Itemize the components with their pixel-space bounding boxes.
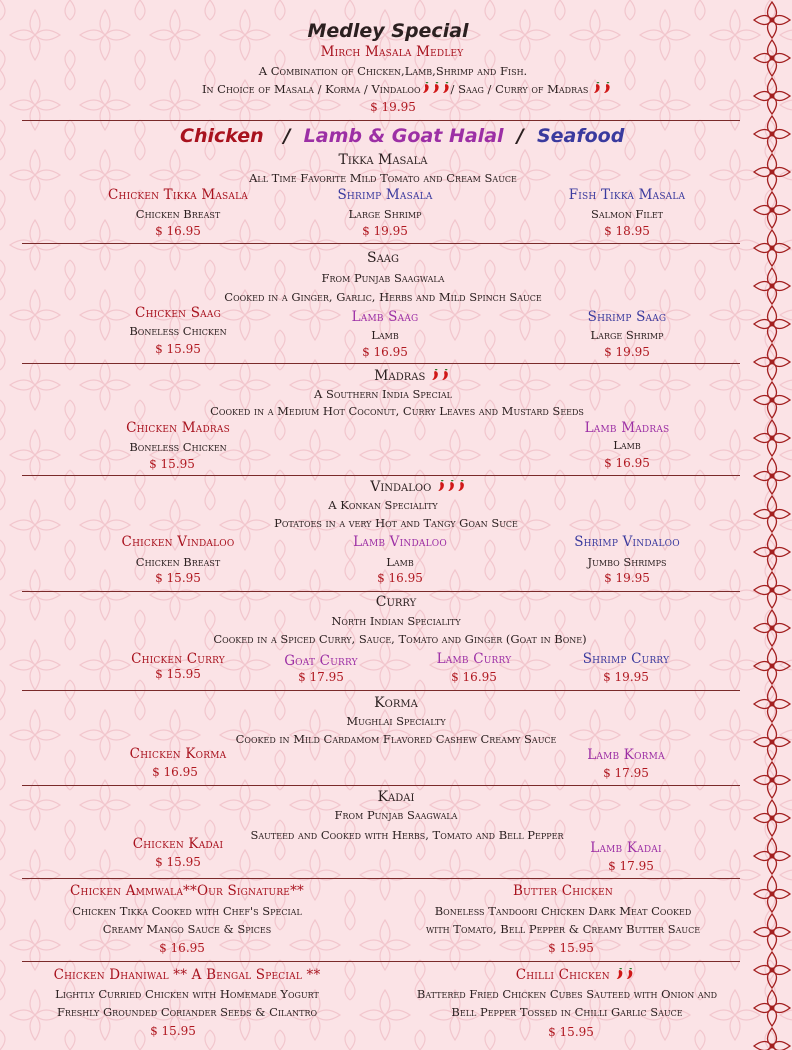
divider — [22, 475, 740, 476]
menu-item-sub: Chicken Breast — [135, 207, 221, 221]
menu-item-price: $ 19.95 — [604, 571, 650, 585]
menu-item-price: $ 16.95 — [159, 941, 205, 955]
banner-lamb-goat: Lamb & Goat Halal — [303, 125, 504, 147]
menu-item-name: Shrimp Curry — [582, 651, 670, 667]
menu-item-price: $ 19.95 — [362, 224, 408, 238]
divider — [22, 961, 740, 962]
korma-origin: Mughlai Specialty — [346, 714, 446, 728]
menu-item-sub: Lamb — [371, 328, 399, 342]
menu-item-price: $ 16.95 — [152, 765, 198, 779]
saag-heading: Saag — [366, 250, 400, 266]
menu-item-sub: Large Shrimp — [590, 328, 664, 342]
vindaloo-heading — [370, 479, 466, 495]
menu-item-name: Chicken Ammwala**Our Signature** — [70, 883, 304, 899]
chilli-icon — [436, 479, 466, 495]
menu-item-price: $ 18.95 — [604, 224, 650, 238]
curry-desc: Cooked in a Spiced Curry, Sauce, Tomato and Ginger (Goat in Bone) — [213, 632, 587, 646]
menu-item-desc: Battered Fried Chicken Cubes Sauteed with Onion and — [416, 987, 718, 1001]
menu-item-price: $ 15.95 — [155, 855, 201, 869]
kadai-desc: Sauteed and Cooked with Herbs, Tomato and Bell Pepper — [250, 828, 564, 842]
menu-item-price: $ 16.95 — [377, 571, 423, 585]
vindaloo-origin: A Konkan Speciality — [328, 498, 438, 512]
madras-desc: Cooked in a Medium Hot Coconut, Curry Leaves and Mustard Seeds — [210, 404, 584, 418]
menu-item-price: $ 16.95 — [362, 345, 408, 359]
korma-desc: Cooked in Mild Cardamom Flavored Cashew Creamy Sauce — [235, 732, 557, 746]
menu-item-name: Lamb Curry — [436, 651, 512, 667]
category-banner — [180, 125, 624, 147]
menu-item-name: Chicken Saag — [135, 305, 221, 321]
floral-border — [752, 0, 792, 1050]
menu-item-desc: Bell Pepper Tossed in Chilli Garlic Sauce — [451, 1005, 683, 1019]
medley-choice-text: In Choice of Masala / Korma / Vindaloo — [201, 82, 421, 96]
divider — [22, 591, 740, 592]
menu-item-name: Chilli Chicken — [515, 967, 610, 983]
medley-desc-2 — [202, 82, 612, 96]
menu-item-price: $ 16.95 — [451, 670, 497, 684]
chilli-icon — [592, 82, 612, 96]
curry-origin: North Indian Speciality — [331, 614, 461, 628]
menu-item-name: Fish Tikka Masala — [568, 187, 686, 203]
menu-item-sub: Large Shrimp — [348, 207, 422, 221]
divider — [22, 363, 740, 364]
menu-item-name: Goat Curry — [284, 653, 358, 669]
menu-item-desc: Creamy Mango Sauce & Spices — [102, 922, 272, 936]
menu-item-name: Lamb Vindaloo — [353, 534, 447, 550]
kadai-origin: From Punjab Saagwala — [334, 808, 458, 822]
menu-item-desc: with Tomato, Bell Pepper & Creamy Butter Sauce — [425, 922, 701, 936]
menu-item-price: $ 15.95 — [155, 667, 201, 681]
menu-item-price: $ 15.95 — [155, 342, 201, 356]
menu-item-price: $ 15.95 — [548, 1025, 594, 1039]
menu-item-price: $ 19.95 — [603, 670, 649, 684]
chilli-icon — [421, 82, 451, 96]
menu-item-sub: Salmon Filet — [590, 207, 664, 221]
madras-heading-text: Madras — [374, 368, 426, 384]
menu-item-sub: Chicken Breast — [135, 555, 221, 569]
banner-slash: / — [516, 125, 524, 147]
divider — [22, 690, 740, 691]
tikka-desc: All Time Favorite Mild Tomato and Cream Sauce — [249, 171, 517, 185]
menu-item-sub: Boneless Chicken — [129, 324, 227, 338]
menu-item-price: $ 15.95 — [150, 1024, 196, 1038]
menu-item-name: Shrimp Vindaloo — [574, 534, 680, 550]
vindaloo-desc: Potatoes in a very Hot and Tangy Goan Suce — [274, 516, 518, 530]
menu-item-price: $ 16.95 — [604, 456, 650, 470]
korma-heading: Korma — [374, 695, 418, 711]
menu-item-name: Chicken Curry — [131, 651, 225, 667]
medley-name: Mirch Masala Medley — [320, 44, 464, 60]
menu-item-name: Chicken Vindaloo — [121, 534, 235, 550]
menu-item-price: $ 15.95 — [548, 941, 594, 955]
menu-item-price: $ 19.95 — [604, 345, 650, 359]
menu-item-price: $ 15.95 — [155, 571, 201, 585]
chilli-icon — [614, 967, 634, 983]
menu-item-name: Lamb Saag — [351, 309, 419, 325]
divider — [22, 878, 740, 879]
banner-chicken: Chicken — [180, 125, 264, 147]
menu-item-name: Chicken Tikka Masala — [108, 187, 248, 203]
menu-item-sub: Boneless Chicken — [129, 440, 227, 454]
menu-item-price: $ 15.95 — [149, 457, 195, 471]
menu-item-sub: Jumbo Shrimps — [587, 555, 667, 569]
divider — [22, 243, 740, 244]
menu-item-name-wrap — [516, 967, 635, 983]
menu-item-sub: Lamb — [613, 438, 641, 452]
madras-origin: A Southern India Special — [314, 387, 452, 401]
menu-item-name: Shrimp Saag — [587, 309, 667, 325]
divider — [22, 120, 740, 121]
medley-price: $ 19.95 — [370, 100, 416, 114]
menu-item-price: $ 16.95 — [155, 224, 201, 238]
menu-item-name: Chicken Kadai — [132, 836, 224, 852]
menu-item-price: $ 17.95 — [608, 859, 654, 873]
divider — [22, 785, 740, 786]
curry-heading: Curry — [375, 594, 417, 610]
menu-item-sub: Lamb — [386, 555, 414, 569]
medley-heading: Medley Special — [307, 20, 469, 42]
menu-item-name: Lamb Madras — [584, 420, 670, 436]
menu-item-price: $ 17.95 — [603, 766, 649, 780]
tikka-heading: Tikka Masala — [338, 152, 428, 168]
menu-item-desc: Freshly Grounded Coriander Seeds & Cilantro — [56, 1005, 318, 1019]
menu-item-name: Chicken Madras — [126, 420, 230, 436]
chilli-icon — [430, 368, 450, 384]
menu-item-name: Lamb Korma — [587, 747, 665, 763]
menu-item-name: Butter Chicken — [513, 883, 613, 899]
menu-item-price: $ 17.95 — [298, 670, 344, 684]
menu-item-desc: Chicken Tikka Cooked with Chef's Special — [72, 904, 302, 918]
saag-desc: Cooked in a Ginger, Garlic, Herbs and Mild Spinch Sauce — [224, 290, 542, 304]
medley-choice-text-2: / Saag / Curry of Madras — [450, 82, 589, 96]
banner-seafood: Seafood — [536, 125, 625, 147]
menu-item-name: Shrimp Masala — [337, 187, 433, 203]
saag-origin: From Punjab Saagwala — [321, 271, 445, 285]
vindaloo-heading-text: Vindaloo — [370, 479, 432, 495]
banner-slash: / — [283, 125, 291, 147]
menu-item-desc: Boneless Tandoori Chicken Dark Meat Cooked — [434, 904, 692, 918]
menu-item-name: Chicken Dhaniwal ** A Bengal Special ** — [53, 967, 321, 983]
menu-item-name: Chicken Korma — [129, 746, 227, 762]
madras-heading — [374, 368, 450, 384]
medley-desc-1: A Combination of Chicken,Lamb,Shrimp and Fish. — [258, 64, 528, 78]
menu-item-name: Lamb Kadai — [590, 840, 662, 856]
kadai-heading: Kadai — [377, 789, 415, 805]
menu-item-desc: Lightly Curried Chicken with Homemade Yogurt — [55, 987, 319, 1001]
